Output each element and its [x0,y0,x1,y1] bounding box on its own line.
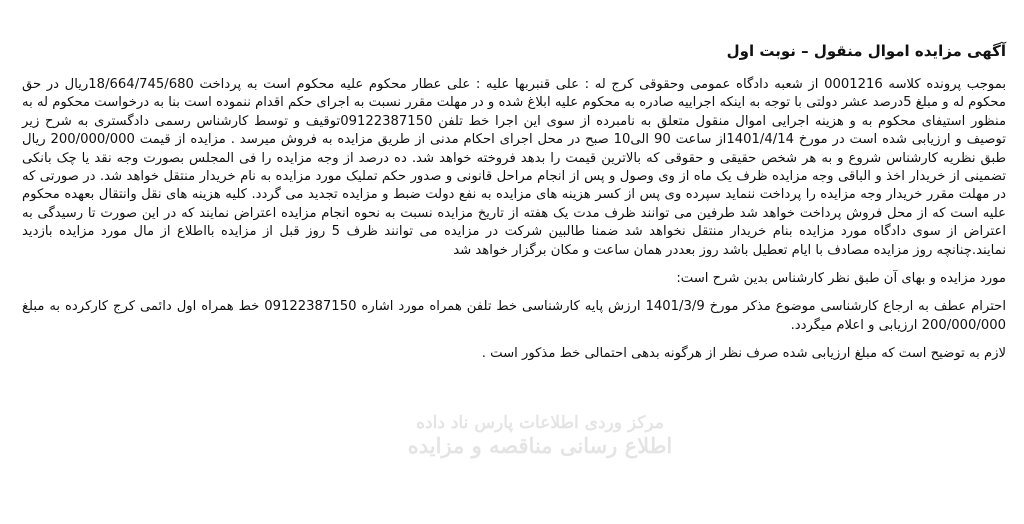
notice-footnote: لازم به توضیح است که مبلغ ارزیابی شده صرف نظر از هرگونه بدهی احتمالی خط مذکور است . [481,346,1006,362]
watermark-line-2: اطلاع رسانی مناقصه و مزایده [407,433,673,458]
auction-subject-detail: احترام عطف به ارجاع کارشناسی موضوع مذکر مورخ 1401/3/9 ارزش پایه کارشناسی خط تلفن همراه مورد اشاره 09122387150 خط همراه اول دائمی کرج کارکرده به مبلغ 200/000/000 ارزیابی و اعلام میگردد. [22,299,1006,333]
notice-body: بموجب پرونده کلاسه 0001216 از شعبه دادگاه عمومی وحقوقی کرج له : علی قنبربها علیه : علی عطار محکوم علیه محکوم است به پرداخت 18/664/745/680ریال در حق محکوم له و مبلغ 5درصد عشر دولتی با توجه به اینکه اجراییه صادره به محکوم علیه ابلاغ شده و در مهلت مقرر نسبت به اجرای حکم اقدام ننموده است بنا به درخواست محکوم له به منظور استیفای محکوم به و هزینه اجرایی اموال منقول متعلق به نامبرده از سوی این اجرا خط تلفن 09122387150توقیف و توسط کارشناس رسمی دادگستری به شرح زیر توصیف و ارزیابی شده است در مورخ 1401/4/14از ساعت 90 الی10 صبح در محل اجرای احکام مدنی از طریق مزایده به فروش میرسد . مزایده از قیمت 200/000/000 ریال طبق نظریه کارشناس شروع و به هر شخص حقیقی و حقوقی که بالاترین قیمت را بدهد فروخته خواهد شد. ده درصد از وجه مزایده را فی المجلس بصورت وجه نقد یا چک بانکی تضمینی از خریدار اخذ و الباقی وجه مزایده ظرف یک ماه از وی وصول و پس از انجام مراحل قانونی و صدور حکم تملیک مورد مزایده به نام خریدار منتقل خواهد شد. در صورتی که در مهلت مقرر خریدار وجه مزایده را پرداخت ننماید سپرده وی پس از کسر هزینه های مزایده به نفع دولت ضبط و مزایده تجدید می گردد. کلیه هزینه های نقل وانتقال بعهده محکوم علیه است که از محل فروش پرداخت خواهد شد طرفین می توانند ظرف مدت یک هفته از تاریخ مزایده نسبت به نحوه انجام مزایده اعتراض نمایند که در این صورت تا رسیدگی به اعتراض از سوی دادگاه مورد مزایده بنام خریدار منتقل نخواهد شد ضمنا طالبین شرکت در مزایده می توانند ظرف 5 روز قبل از مزایده بااطلاع از مال مورد مزایده بازدید نمایند.چنانچه روز مزایده مصادف با ایام تعطیل باشد روز بعددر همان ساعت و مکان برگزار خواهد شد [22,77,1007,258]
auction-subject-intro: مورد مزایده و بهای آن طبق نظر کارشناس بدین شرح است: [676,271,1006,287]
watermark-line-1: مرکز وردی اطلاعات پارس ناد داده [416,413,664,433]
notice-title: آگهی مزایده اموال منقول – نوبت اول [726,42,1006,60]
